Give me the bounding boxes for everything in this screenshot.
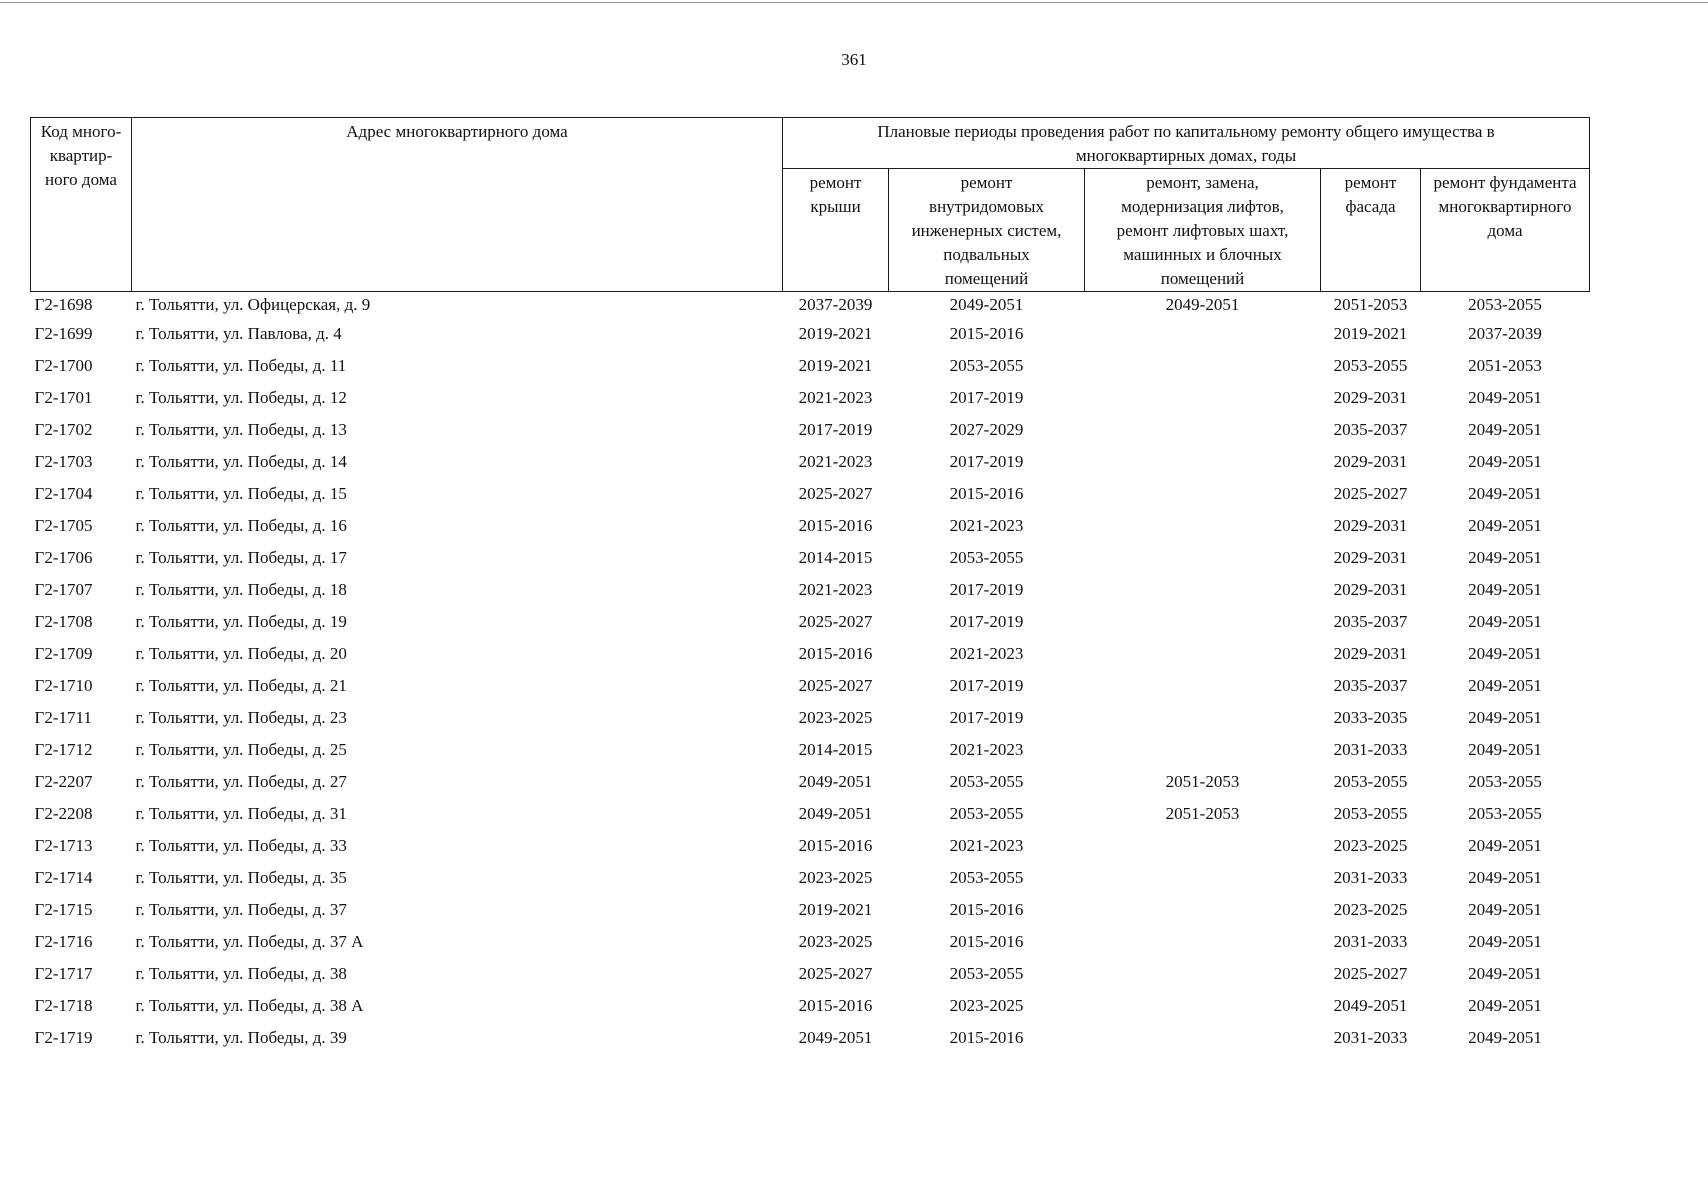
engineering-period-cell: 2049-2051 [949, 295, 1024, 314]
foundation-period-cell: 2053-2055 [1468, 772, 1542, 791]
foundation-period-cell: 2053-2055 [1468, 295, 1542, 314]
header-line: внутридомовых [929, 197, 1044, 216]
address-cell: г. Тольятти, ул. Победы, д. 37 [135, 900, 347, 919]
foundation-period-cell: 2049-2051 [1468, 644, 1542, 663]
address-cell: г. Тольятти, ул. Победы, д. 27 [135, 772, 347, 791]
table-row [31, 926, 1590, 958]
address-cell: г. Тольятти, ул. Победы, д. 38 А [135, 996, 364, 1015]
engineering-period-cell: 2021-2023 [949, 516, 1024, 535]
engineering-period-cell: 2053-2055 [949, 964, 1024, 983]
house-code-cell: Г2-1700 [34, 356, 93, 375]
house-code-cell: Г2-1699 [34, 324, 93, 343]
facade-period-cell: 2029-2031 [1333, 580, 1408, 599]
header-code-line: Код много- [40, 122, 122, 141]
facade-period-cell: 2031-2033 [1333, 868, 1408, 887]
roof-period-cell: 2019-2021 [798, 324, 873, 343]
facade-period-cell: 2033-2035 [1333, 708, 1408, 727]
facade-period-cell: 2031-2033 [1333, 932, 1408, 951]
lift-period-cell [1085, 734, 1321, 766]
roof-period-cell: 2025-2027 [798, 484, 873, 503]
lift-period-cell: 2051-2053 [1165, 804, 1240, 823]
engineering-period-cell: 2015-2016 [949, 900, 1024, 919]
table-row [31, 606, 1590, 638]
address-cell: г. Тольятти, ул. Победы, д. 16 [135, 516, 347, 535]
engineering-period-cell: 2017-2019 [949, 388, 1024, 407]
foundation-period-cell: 2037-2039 [1468, 324, 1542, 343]
header-line: ремонт [960, 173, 1013, 192]
engineering-period-cell: 2021-2023 [949, 740, 1024, 759]
facade-period-cell: 2053-2055 [1333, 772, 1408, 791]
foundation-period-cell: 2049-2051 [1468, 452, 1542, 471]
facade-period-cell: 2029-2031 [1333, 388, 1408, 407]
engineering-period-cell: 2053-2055 [949, 772, 1024, 791]
address-cell: г. Тольятти, ул. Победы, д. 23 [135, 708, 347, 727]
roof-period-cell: 2015-2016 [798, 644, 873, 663]
header-line: ремонт [1344, 173, 1397, 192]
foundation-period-cell: 2049-2051 [1468, 964, 1542, 983]
facade-period-cell: 2035-2037 [1333, 612, 1408, 631]
table-row [31, 638, 1590, 670]
roof-period-cell: 2021-2023 [798, 452, 873, 471]
engineering-period-cell: 2053-2055 [949, 868, 1024, 887]
repair-schedule-table [30, 117, 1590, 1054]
header-foundation-repair [1421, 169, 1590, 292]
roof-period-cell: 2025-2027 [798, 676, 873, 695]
header-line: подвальных [943, 245, 1030, 264]
house-code-cell: Г2-2208 [34, 804, 93, 823]
facade-period-cell: 2019-2021 [1333, 324, 1408, 343]
address-cell: г. Тольятти, ул. Победы, д. 11 [135, 356, 347, 375]
header-line: ремонт лифтовых шахт, [1116, 221, 1289, 240]
engineering-period-cell: 2015-2016 [949, 932, 1024, 951]
house-code-cell: Г2-1711 [34, 708, 92, 727]
foundation-period-cell: 2049-2051 [1468, 612, 1542, 631]
house-code-cell: Г2-1714 [34, 868, 93, 887]
foundation-period-cell: 2049-2051 [1468, 900, 1542, 919]
facade-period-cell: 2035-2037 [1333, 676, 1408, 695]
engineering-period-cell: 2015-2016 [949, 1028, 1024, 1047]
lift-period-cell [1085, 894, 1321, 926]
table-row [31, 574, 1590, 606]
roof-period-cell: 2017-2019 [798, 420, 873, 439]
house-code-cell: Г2-1701 [34, 388, 93, 407]
header-line: ремонт [809, 173, 862, 192]
address-cell: г. Тольятти, ул. Победы, д. 31 [135, 804, 347, 823]
address-cell: г. Тольятти, ул. Победы, д. 37 А [135, 932, 364, 951]
engineering-period-cell: 2017-2019 [949, 612, 1024, 631]
house-code-cell: Г2-1718 [34, 996, 93, 1015]
house-code-cell: Г2-1716 [34, 932, 93, 951]
facade-period-cell: 2029-2031 [1333, 644, 1408, 663]
roof-period-cell: 2049-2051 [798, 804, 873, 823]
lift-period-cell [1085, 990, 1321, 1022]
address-cell: г. Тольятти, ул. Победы, д. 35 [135, 868, 347, 887]
address-cell: г. Тольятти, ул. Победы, д. 39 [135, 1028, 347, 1047]
lift-period-cell: 2049-2051 [1165, 295, 1240, 314]
foundation-period-cell: 2051-2053 [1468, 356, 1542, 375]
roof-period-cell: 2023-2025 [798, 708, 873, 727]
table-row [31, 318, 1590, 350]
house-code-cell: Г2-1703 [34, 452, 93, 471]
header-house-code [31, 118, 132, 292]
lift-period-cell [1085, 862, 1321, 894]
table-row [31, 830, 1590, 862]
lift-period-cell [1085, 1022, 1321, 1054]
address-cell: г. Тольятти, ул. Победы, д. 12 [135, 388, 347, 407]
address-cell: г. Тольятти, ул. Офицерская, д. 9 [135, 295, 371, 314]
facade-period-cell: 2053-2055 [1333, 804, 1408, 823]
roof-period-cell: 2021-2023 [798, 388, 873, 407]
header-line: инженерных систем, [911, 221, 1062, 240]
foundation-period-cell: 2049-2051 [1468, 580, 1542, 599]
table-row [31, 478, 1590, 510]
address-cell: г. Тольятти, ул. Победы, д. 18 [135, 580, 347, 599]
foundation-period-cell: 2053-2055 [1468, 804, 1542, 823]
address-cell: г. Тольятти, ул. Победы, д. 21 [135, 676, 347, 695]
lift-period-cell [1085, 318, 1321, 350]
lift-period-cell: 2051-2053 [1165, 772, 1240, 791]
foundation-period-cell: 2049-2051 [1468, 708, 1542, 727]
house-code-cell: Г2-1717 [34, 964, 93, 983]
header-line: модернизация лифтов, [1121, 197, 1284, 216]
lift-period-cell [1085, 638, 1321, 670]
foundation-period-cell: 2049-2051 [1468, 388, 1542, 407]
roof-period-cell: 2019-2021 [798, 900, 873, 919]
roof-period-cell: 2015-2016 [798, 516, 873, 535]
address-cell: г. Тольятти, ул. Победы, д. 25 [135, 740, 347, 759]
header-line: ремонт, замена, [1146, 173, 1259, 192]
lift-period-cell [1085, 414, 1321, 446]
house-code-cell: Г2-1704 [34, 484, 93, 503]
address-cell: г. Тольятти, ул. Победы, д. 14 [135, 452, 347, 471]
engineering-period-cell: 2027-2029 [949, 420, 1024, 439]
lift-period-cell [1085, 830, 1321, 862]
roof-period-cell: 2049-2051 [798, 772, 873, 791]
engineering-period-cell: 2017-2019 [949, 708, 1024, 727]
table-row [31, 1022, 1590, 1054]
header-line: многоквартирного [1438, 197, 1572, 216]
roof-period-cell: 2025-2027 [798, 612, 873, 631]
foundation-period-cell: 2049-2051 [1468, 996, 1542, 1015]
engineering-period-cell: 2017-2019 [949, 580, 1024, 599]
foundation-period-cell: 2049-2051 [1468, 484, 1542, 503]
address-cell: г. Тольятти, ул. Павлова, д. 4 [135, 324, 342, 343]
facade-period-cell: 2053-2055 [1333, 356, 1408, 375]
roof-period-cell: 2014-2015 [798, 740, 873, 759]
header-line: машинных и блочных [1123, 245, 1282, 264]
address-cell: г. Тольятти, ул. Победы, д. 13 [135, 420, 347, 439]
roof-period-cell: 2049-2051 [798, 1028, 873, 1047]
table-row [31, 292, 1590, 319]
table-header [31, 118, 1590, 292]
address-cell: г. Тольятти, ул. Победы, д. 19 [135, 612, 347, 631]
house-code-cell: Г2-1705 [34, 516, 93, 535]
foundation-period-cell: 2049-2051 [1468, 836, 1542, 855]
facade-period-cell: 2051-2053 [1333, 295, 1408, 314]
table-row [31, 894, 1590, 926]
table-row [31, 958, 1590, 990]
header-code-line: квартир- [49, 146, 113, 165]
header-roof-repair [783, 169, 889, 292]
header-group-line: многоквартирных домах, годы [1075, 146, 1297, 165]
header-group-line: Плановые периоды проведения работ по капитальному ремонту общего имущества в [877, 122, 1495, 141]
table-row [31, 350, 1590, 382]
facade-period-cell: 2023-2025 [1333, 900, 1408, 919]
house-code-cell: Г2-1707 [34, 580, 93, 599]
lift-period-cell [1085, 382, 1321, 414]
lift-period-cell [1085, 446, 1321, 478]
facade-period-cell: 2025-2027 [1333, 484, 1408, 503]
address-cell: г. Тольятти, ул. Победы, д. 33 [135, 836, 347, 855]
roof-period-cell: 2023-2025 [798, 868, 873, 887]
lift-period-cell [1085, 478, 1321, 510]
facade-period-cell: 2035-2037 [1333, 420, 1408, 439]
foundation-period-cell: 2049-2051 [1468, 868, 1542, 887]
header-facade-repair [1321, 169, 1421, 292]
roof-period-cell: 2015-2016 [798, 836, 873, 855]
lift-period-cell [1085, 510, 1321, 542]
page-number: 361 [841, 50, 867, 69]
address-cell: г. Тольятти, ул. Победы, д. 15 [135, 484, 347, 503]
roof-period-cell: 2037-2039 [798, 295, 873, 314]
table-row [31, 766, 1590, 798]
engineering-period-cell: 2021-2023 [949, 644, 1024, 663]
table-row [31, 990, 1590, 1022]
facade-period-cell: 2049-2051 [1333, 996, 1408, 1015]
header-line: помещений [1160, 269, 1245, 288]
table-row [31, 734, 1590, 766]
engineering-period-cell: 2023-2025 [949, 996, 1024, 1015]
table-row [31, 510, 1590, 542]
house-code-cell: Г2-1702 [34, 420, 93, 439]
lift-period-cell [1085, 542, 1321, 574]
top-border-line [0, 2, 1708, 3]
engineering-period-cell: 2017-2019 [949, 452, 1024, 471]
lift-period-cell [1085, 958, 1321, 990]
table-row [31, 542, 1590, 574]
table-row [31, 382, 1590, 414]
header-line: помещений [944, 269, 1029, 288]
engineering-period-cell: 2053-2055 [949, 548, 1024, 567]
table-body [31, 292, 1590, 1055]
house-code-cell: Г2-1715 [34, 900, 93, 919]
address-cell: г. Тольятти, ул. Победы, д. 20 [135, 644, 347, 663]
address-cell: г. Тольятти, ул. Победы, д. 38 [135, 964, 347, 983]
header-lift-repair [1085, 169, 1321, 292]
engineering-period-cell: 2015-2016 [949, 484, 1024, 503]
foundation-period-cell: 2049-2051 [1468, 420, 1542, 439]
facade-period-cell: 2031-2033 [1333, 1028, 1408, 1047]
table-row [31, 446, 1590, 478]
engineering-period-cell: 2021-2023 [949, 836, 1024, 855]
house-code-cell: Г2-1712 [34, 740, 93, 759]
facade-period-cell: 2025-2027 [1333, 964, 1408, 983]
header-line: фасада [1345, 197, 1396, 216]
header-engineering-repair [889, 169, 1085, 292]
lift-period-cell [1085, 606, 1321, 638]
house-code-cell: Г2-1708 [34, 612, 93, 631]
engineering-period-cell: 2015-2016 [949, 324, 1024, 343]
table-row [31, 798, 1590, 830]
address-cell: г. Тольятти, ул. Победы, д. 17 [135, 548, 347, 567]
foundation-period-cell: 2049-2051 [1468, 676, 1542, 695]
lift-period-cell [1085, 702, 1321, 734]
lift-period-cell [1085, 574, 1321, 606]
roof-period-cell: 2025-2027 [798, 964, 873, 983]
house-code-cell: Г2-1698 [34, 295, 93, 314]
house-code-cell: Г2-1713 [34, 836, 93, 855]
table-row [31, 414, 1590, 446]
table-row [31, 670, 1590, 702]
roof-period-cell: 2015-2016 [798, 996, 873, 1015]
header-line: ремонт фундамента [1433, 173, 1577, 192]
lift-period-cell [1085, 926, 1321, 958]
facade-period-cell: 2029-2031 [1333, 516, 1408, 535]
lift-period-cell [1085, 670, 1321, 702]
house-code-cell: Г2-1710 [34, 676, 93, 695]
header-code-line: ного дома [45, 170, 117, 189]
facade-period-cell: 2023-2025 [1333, 836, 1408, 855]
foundation-period-cell: 2049-2051 [1468, 932, 1542, 951]
foundation-period-cell: 2049-2051 [1468, 740, 1542, 759]
engineering-period-cell: 2053-2055 [949, 804, 1024, 823]
facade-period-cell: 2029-2031 [1333, 452, 1408, 471]
header-line: крыши [810, 197, 861, 216]
lift-period-cell [1085, 350, 1321, 382]
engineering-period-cell: 2053-2055 [949, 356, 1024, 375]
roof-period-cell: 2023-2025 [798, 932, 873, 951]
roof-period-cell: 2021-2023 [798, 580, 873, 599]
foundation-period-cell: 2049-2051 [1468, 548, 1542, 567]
house-code-cell: Г2-2207 [34, 772, 93, 791]
engineering-period-cell: 2017-2019 [949, 676, 1024, 695]
house-code-cell: Г2-1719 [34, 1028, 93, 1047]
roof-period-cell: 2019-2021 [798, 356, 873, 375]
header-planned-periods [783, 118, 1590, 169]
header-address: Адрес многоквартирного дома [132, 118, 783, 292]
facade-period-cell: 2029-2031 [1333, 548, 1408, 567]
header-line: дома [1487, 221, 1523, 240]
foundation-period-cell: 2049-2051 [1468, 516, 1542, 535]
table-row [31, 862, 1590, 894]
roof-period-cell: 2014-2015 [798, 548, 873, 567]
house-code-cell: Г2-1706 [34, 548, 93, 567]
table-row [31, 702, 1590, 734]
house-code-cell: Г2-1709 [34, 644, 93, 663]
foundation-period-cell: 2049-2051 [1468, 1028, 1542, 1047]
facade-period-cell: 2031-2033 [1333, 740, 1408, 759]
